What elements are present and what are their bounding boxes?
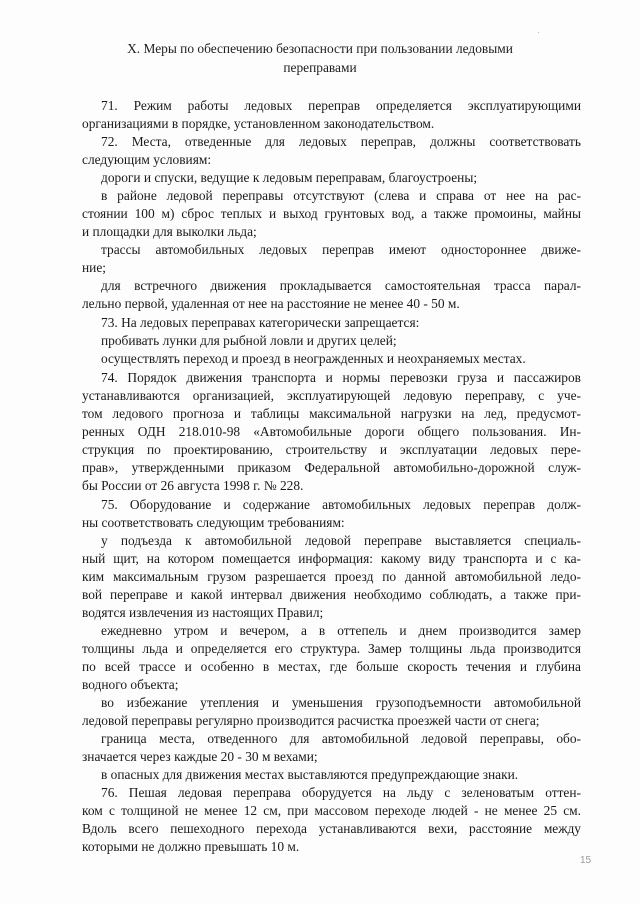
- text-line: водятся извлечения из настоящих Правил;: [82, 605, 324, 620]
- text-line: ние;: [82, 260, 106, 275]
- text-line: во избежание утепления и уменьшения грузоподъемности автомобильной: [101, 695, 581, 710]
- text-line: в районе ледовой переправы отсутствуют (слева и справа от нее на рас-: [101, 188, 581, 203]
- text-line: 72. Места, отведенные для ледовых переправ, должны соответствовать: [101, 134, 581, 149]
- text-line: следующим условиям:: [82, 152, 212, 167]
- text-line: Вдоль всего пешеходного перехода устанавливаются вехи, расстояние между: [82, 821, 581, 836]
- text-line: 75. Оборудование и содержание автомобильных ледовых переправ долж-: [101, 497, 581, 512]
- text-line: 74. Порядок движения транспорта и нормы перевозки груза и пассажиров: [101, 370, 581, 385]
- text-line: в опасных для движения местах выставляются предупреждающие знаки.: [101, 767, 519, 782]
- text-line: для встречного движения прокладывается самостоятельная трасса парал-: [101, 278, 581, 293]
- text-line: по всей трассе и особенно в местах, где больше скорость течения и глубина: [82, 659, 581, 674]
- text-line: устанавливаются организацией, эксплуатирующей ледовую переправу, с уче-: [82, 388, 581, 403]
- section-title-line-2: переправами: [283, 60, 357, 75]
- text-line: стоянии 100 м) сброс теплых и выход грунтовых вод, а также промоины, майны: [82, 206, 581, 221]
- scan-speck: [538, 32, 539, 33]
- text-line: и площадки для выколки льда;: [82, 224, 257, 239]
- section-title-line-1: X. Меры по обеспечению безопасности при пользовании ледовыми: [127, 41, 513, 56]
- text-line: которыми не должно превышать 10 м.: [82, 839, 300, 854]
- page-number: 15: [580, 855, 592, 866]
- text-line: организациями в порядке, установленном законодательством.: [82, 116, 435, 131]
- text-line: осуществлять переход и проезд в неогражденных и неохраняемых местах.: [101, 351, 526, 366]
- text-line: ледовой переправы регулярно производится расчистка проезжей части от снега;: [82, 713, 540, 728]
- text-line: пробивать лунки для рыбной ловли и других целей;: [101, 333, 397, 348]
- text-line: лельно первой, удаленная от нее на расстояние не менее 40 - 50 м.: [82, 296, 460, 311]
- text-line: ренных ОДН 218.010-98 «Автомобильные дороги общего пользования. Ин-: [82, 424, 581, 439]
- text-line: прав», утвержденными приказом Федеральной автомобильно-дорожной служ-: [82, 460, 581, 475]
- text-line: бы России от 26 августа 1998 г. № 228.: [82, 478, 304, 493]
- text-line: том ледового прогноза и таблицы максимальной нагрузки на лед, предусмот-: [82, 406, 581, 421]
- text-line: вой переправе и какой интервал движения необходимо соблюдать, а также при-: [82, 587, 581, 602]
- text-line: значается через каждые 20 - 30 м вехами;: [82, 749, 318, 764]
- text-line: ны соответствовать следующим требованиям:: [82, 515, 345, 530]
- text-line: ежедневно утром и вечером, а в оттепель и днем производится замер: [101, 623, 581, 638]
- text-line: у подъезда к автомобильной ледовой переправе выставляется специаль-: [101, 533, 581, 548]
- text-line: дороги и спуски, ведущие к ледовым переправам, благоустроены;: [101, 170, 478, 185]
- text-line: граница места, отведенного для автомобильной ледовой переправы, обо-: [101, 731, 581, 746]
- text-line: ким максимальным грузом разрешается проезд по данной автомобильной ледо-: [82, 569, 581, 584]
- text-line: ный щит, на котором помещается информация: какому виду транспорта и с ка-: [82, 551, 581, 566]
- text-line: трассы автомобильных ледовых переправ имеют одностороннее движе-: [101, 242, 581, 257]
- text-line: толщины льда и определяется его структура. Замер толщины льда производится: [82, 641, 581, 656]
- text-line: 76. Пешая ледовая переправа оборудуется на льду с зеленоватым оттен-: [101, 785, 581, 800]
- text-line: водного объекта;: [82, 677, 179, 692]
- text-line: ком с толщиной не менее 12 см, при массовом переходе людей - не менее 25 см.: [82, 803, 581, 818]
- text-line: 73. На ледовых переправах категорически запрещается:: [101, 315, 420, 330]
- text-line: струкция по проектированию, строительству и эксплуатации ледовых пере-: [82, 442, 581, 457]
- text-line: 71. Режим работы ледовых переправ определяется эксплуатирующими: [101, 98, 581, 113]
